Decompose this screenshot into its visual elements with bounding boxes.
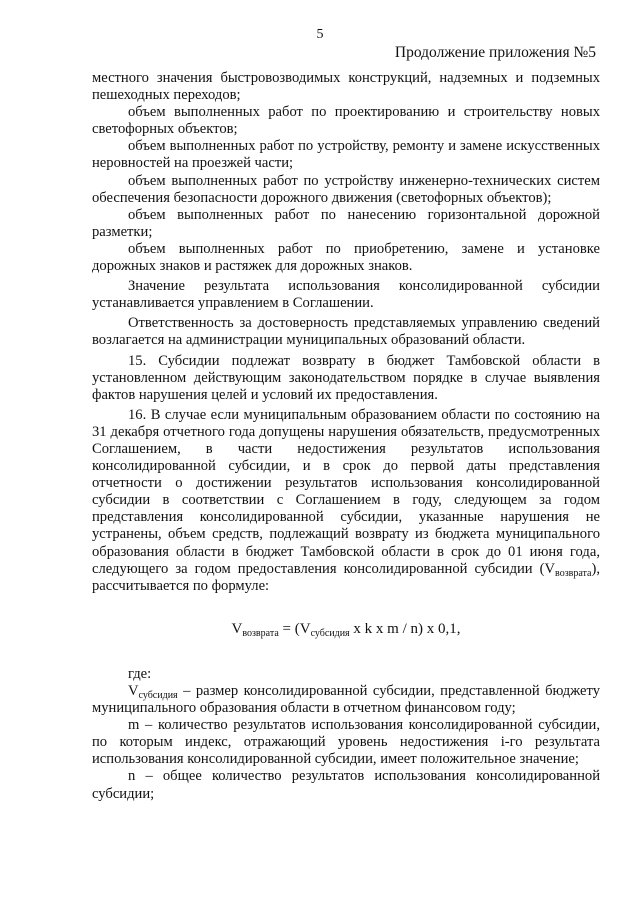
paragraph-p7: Значение результата использования консолидированной субсидии устанавливается управлением в Соглашении. bbox=[92, 278, 600, 312]
formula-rest: x k x m / n) x 0,1, bbox=[349, 620, 461, 637]
document-body bbox=[92, 70, 600, 803]
definition-m: m – количество результатов использования консолидированной субсидии, по которым индекс, отражающий уровень недостижения i-го результата использования консолидированной субсидии, имеет положительное значение; bbox=[92, 717, 600, 768]
paragraph-p3: объем выполненных работ по устройству, ремонту и замене искусственных неровностей на проезжей части; bbox=[92, 138, 600, 172]
definition-v-subsidy bbox=[92, 683, 600, 717]
formula-sub-left: возврата bbox=[242, 627, 279, 639]
paragraph-p5: объем выполненных работ по нанесению горизонтальной дорожной разметки; bbox=[92, 206, 600, 240]
page-number: 5 bbox=[316, 27, 324, 42]
definition-n: n – общее количество результатов использования консолидированной субсидии; bbox=[92, 768, 600, 802]
p16-text-after: ), рассчитывается по формуле: bbox=[92, 560, 600, 594]
where-label: где: bbox=[128, 665, 152, 682]
appendix-heading: Продолжение приложения №5 bbox=[394, 44, 596, 61]
def-v-symbol: V bbox=[128, 683, 139, 699]
p16-subscript: возврата bbox=[555, 567, 592, 579]
paragraph-p4: объем выполненных работ по устройству инженерно-технических систем обеспечения безопасности дорожного движения (светофорных объектов); bbox=[92, 172, 600, 206]
paragraph-p2: объем выполненных работ по проектированию и строительству новых светофорных объектов; bbox=[92, 104, 600, 138]
paragraph-p8: Ответственность за достоверность представляемых управлению сведений возлагается на администрации муниципальных образований области. bbox=[92, 315, 600, 349]
formula bbox=[92, 621, 600, 638]
def-v-sub: субсидия bbox=[138, 690, 178, 701]
paragraph-p6: объем выполненных работ по приобретению, замене и установке дорожных знаков и растяжек для дорожных знаков. bbox=[92, 240, 600, 275]
formula-eq-open: = (V bbox=[278, 620, 311, 637]
paragraph-p16 bbox=[92, 407, 600, 595]
paragraph-p9: 15. Субсидии подлежат возврату в бюджет Тамбовской области в установленном действующим законодательством порядке в случае выявления фактов нарушения целей и условий их предоставления. bbox=[92, 352, 600, 403]
p16-text-before: 16. В случае если муниципальным образованием области по состоянию на 31 декабря отчетного года допущены нарушения обязательств, предусмотренных Соглашением, в части недостижения результатов использования консолидированной субсидии, и в срок до первой даты представления отчетности о достижении результатов использования консолидированной субсидии в соответствии с Соглашением в году, следующем за годом представления консолидированной субсидии, указанные нарушения не устранены, объем средств, подлежащий возврату из бюджета муниципального образования области в бюджет Тамбовской области в срок до 01 июня года, следующего за годом предоставления консолидированной субсидии (V bbox=[92, 406, 600, 577]
def-v-text: – размер консолидированной субсидии, представленной бюджету муниципального образования области в отчетном финансовом году; bbox=[92, 683, 600, 717]
formula-sub-right: субсидия bbox=[310, 627, 350, 639]
formula-v-left: V bbox=[231, 620, 243, 637]
paragraph-p1: местного значения быстровозводимых конструкций, надземных и подземных пешеходных переходов; bbox=[92, 70, 600, 104]
